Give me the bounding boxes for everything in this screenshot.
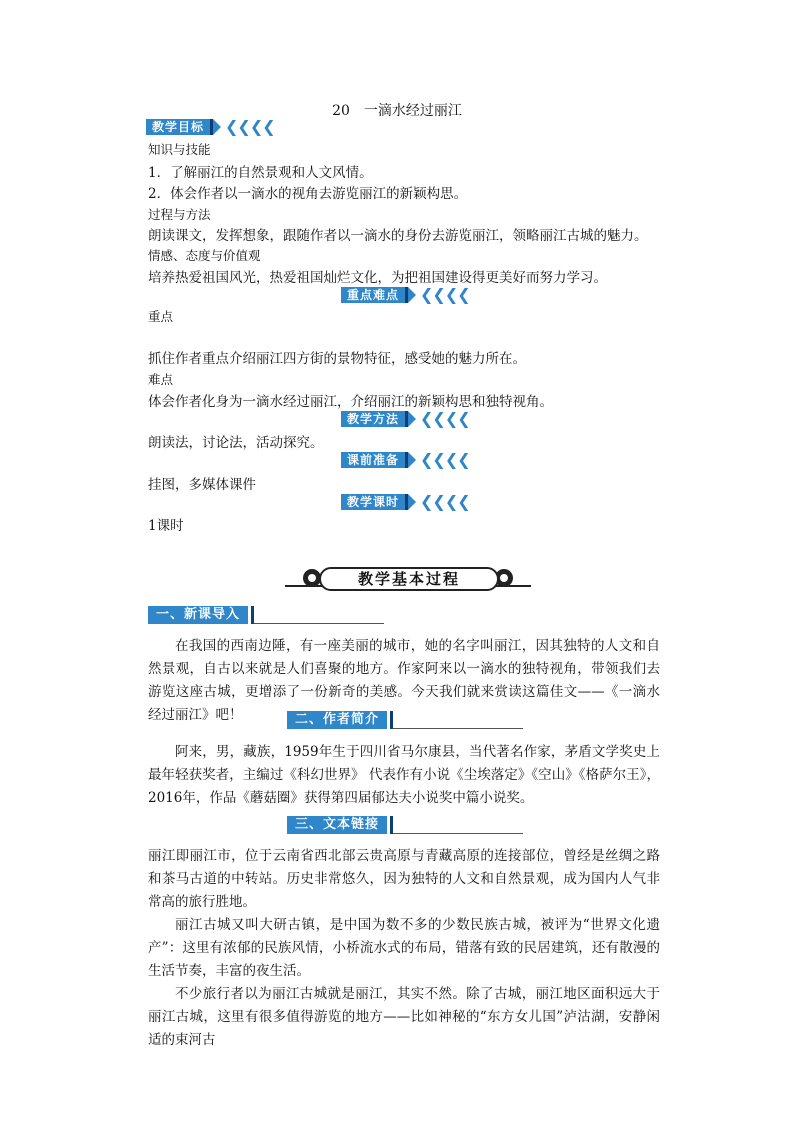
section-link-paragraph-3: 不少旅行者以为丽江古城就是丽江，其实不然。除了古城，丽江地区面积远大于丽江古城，这里有很多值得游览的地方——比如神秘的“东方女儿国”泸沽湖，安静闲适的束河古 (148, 986, 660, 1048)
hours-tag (341, 494, 470, 510)
lesson-number: 20 (332, 103, 350, 119)
section-author-body (148, 741, 660, 810)
section-bar (251, 606, 254, 624)
goals-heading-process: 过程与方法 (148, 207, 211, 222)
goals-tag (146, 119, 275, 135)
process-banner (285, 566, 531, 590)
section-intro-header (148, 606, 384, 624)
hours-tag-label: 教学课时 (341, 494, 408, 510)
methods-tag (341, 411, 470, 427)
banner-label: 教学基本过程 (319, 567, 499, 591)
section-intro-label: 一、新课导入 (148, 606, 248, 624)
prep-tag (341, 452, 470, 468)
methods-text: 朗读法，讨论法，活动探究。 (148, 435, 324, 451)
section-underline (393, 728, 523, 729)
goals-heading-emotion: 情感、态度与价值观 (148, 248, 261, 263)
goals-tag-label: 教学目标 (146, 119, 213, 135)
tag-arrow-icon (213, 119, 221, 135)
goals-line-1: 1．了解丽江的自然景观和人文风情。 (148, 165, 373, 181)
goals-heading-knowledge: 知识与技能 (148, 142, 211, 157)
section-link-label: 三、文本链接 (287, 816, 387, 834)
section-underline (393, 833, 523, 834)
section-link-header (287, 816, 523, 834)
section-author-header (287, 711, 523, 729)
section-intro-paragraph: 在我国的西南边陲，有一座美丽的城市，她的名字叫丽江，因其独特的人文和自然景观，自古以来就是人们喜聚的地方。作家阿来以一滴水的独特视角，带领我们去游览这座古城，更增添了一份新奇的美感。今天我们就来赏读这篇佳文——《一滴水经过丽江》吧！ (148, 638, 660, 723)
goals-line-3: 朗读课文，发挥想象，跟随作者以一滴水的身份去游览丽江，领略丽江古城的魅力。 (148, 228, 648, 244)
tag-arrow-icon (408, 411, 416, 427)
page-title (0, 100, 794, 120)
chevrons-icon: ❮❮❮❮ (420, 450, 470, 469)
hours-text: 1课时 (148, 518, 184, 534)
prep-tag-label: 课前准备 (341, 452, 408, 468)
chevrons-icon: ❮❮❮❮ (420, 285, 470, 304)
keypoints-heading-focus: 重点 (148, 309, 174, 324)
section-link-paragraph-1: 丽江即丽江市，位于云南省西北部云贵高原与青藏高原的连接部位，曾经是丝绸之路和茶马古道的中转站。历史非常悠久，因为独特的人文和自然景观，成为国内人气非常高的旅行胜地。 (148, 848, 660, 910)
section-underline (254, 623, 384, 624)
keypoints-line-focus: 抓住作者重点介绍丽江四方街的景物特征，感受她的魅力所在。 (148, 351, 526, 367)
methods-tag-label: 教学方法 (341, 411, 408, 427)
chevrons-icon: ❮❮❮❮ (225, 117, 275, 136)
chevrons-icon: ❮❮❮❮ (420, 492, 470, 511)
lesson-title: 一滴水经过丽江 (363, 103, 462, 119)
tag-arrow-icon (408, 452, 416, 468)
keypoints-tag (341, 287, 470, 303)
section-author-label: 二、作者简介 (287, 711, 387, 729)
section-author-paragraph: 阿来，男，藏族，1959年生于四川省马尔康县，当代著名作家，茅盾文学奖史上最年轻获奖者，主编过《科幻世界》 代表作有小说《尘埃落定》《空山》《格萨尔王》，2016年，作品《蘑菇圈》获得第四届郁达夫小说奖中篇小说奖。 (148, 744, 660, 806)
tag-arrow-icon (408, 287, 416, 303)
section-bar (390, 711, 393, 729)
section-link-body (148, 845, 660, 1052)
prep-text: 挂图，多媒体课件 (148, 477, 256, 493)
keypoints-heading-difficulty: 难点 (148, 372, 174, 387)
goals-line-4: 培养热爱祖国风光，热爱祖国灿烂文化，为把祖国建设得更美好而努力学习。 (148, 270, 607, 286)
keypoints-tag-label: 重点难点 (341, 287, 408, 303)
tag-arrow-icon (408, 494, 416, 510)
chevrons-icon: ❮❮❮❮ (420, 409, 470, 428)
goals-line-2: 2．体会作者以一滴水的视角去游览丽江的新颖构思。 (148, 186, 468, 202)
keypoints-line-difficulty: 体会作者化身为一滴水经过丽江，介绍丽江的新颖构思和独特视角。 (148, 394, 553, 410)
section-bar (390, 816, 393, 834)
section-link-paragraph-2: 丽江古城又叫大研古镇，是中国为数不多的少数民族古城，被评为“世界文化遗产”：这里有浓郁的民族风情，小桥流水式的布局，错落有致的民居建筑，还有散漫的生活节奏，丰富的夜生活。 (148, 917, 660, 979)
